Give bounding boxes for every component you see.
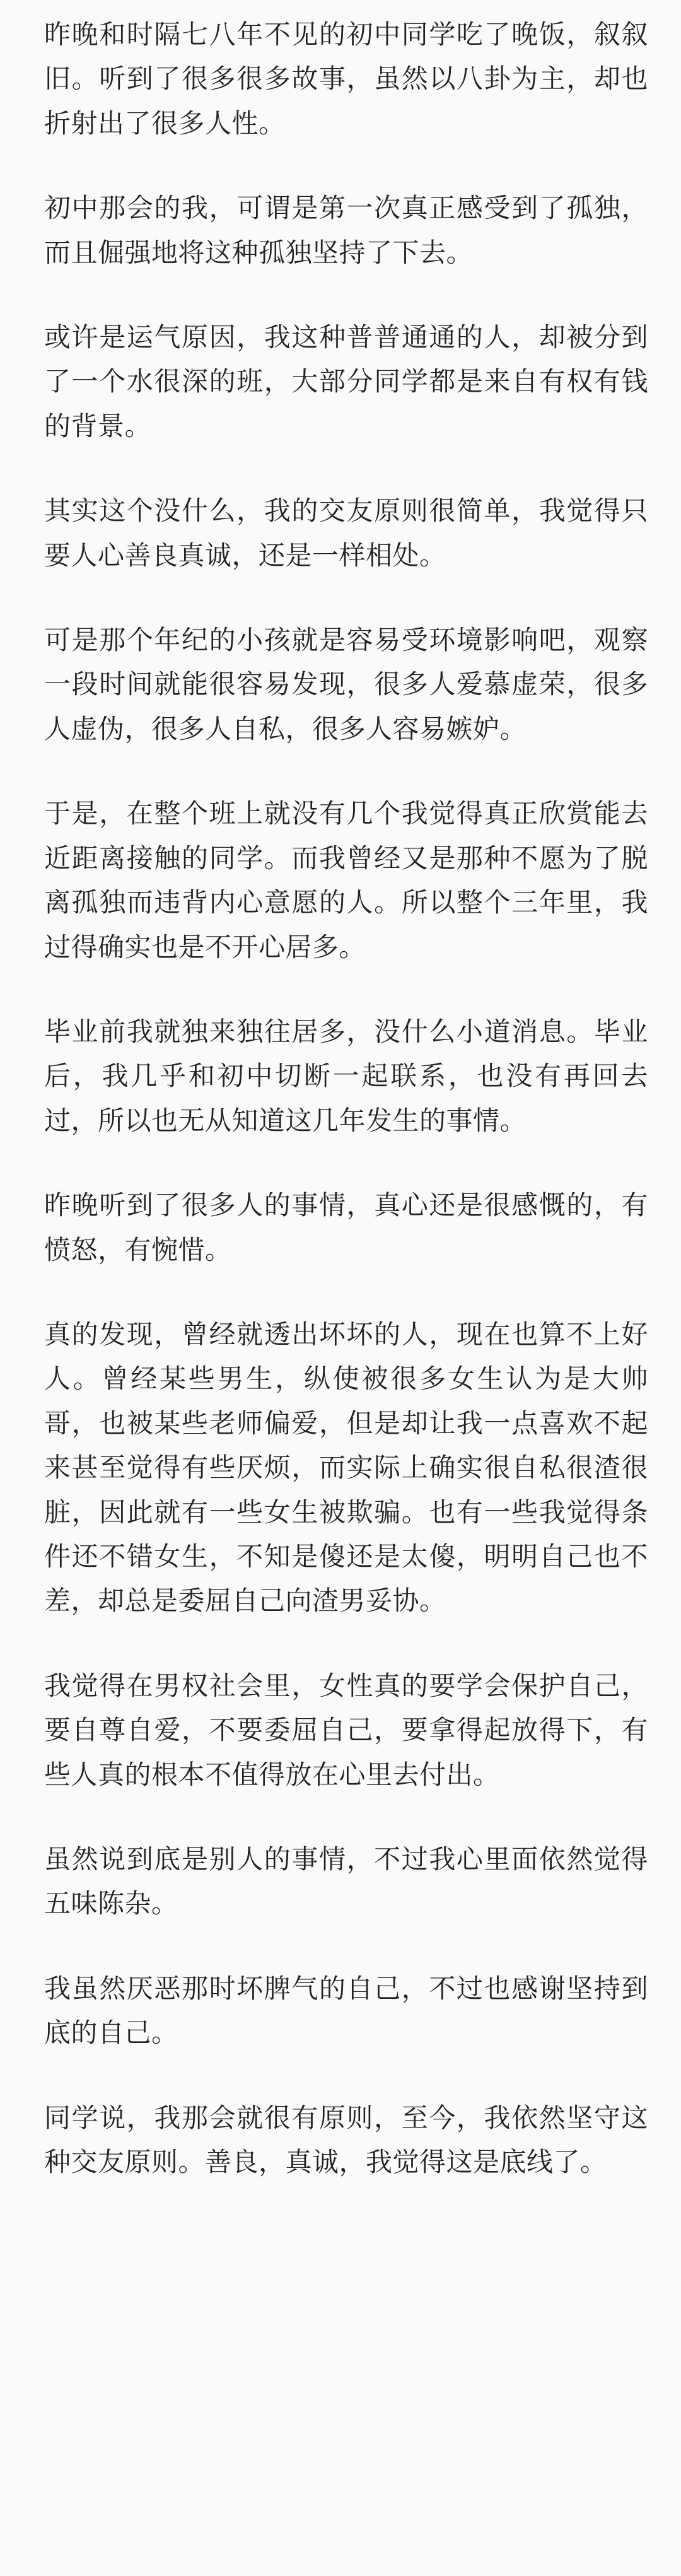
- paragraph-4: 其实这个没什么，我的交友原则很简单，我觉得只要人心善良真诚，还是一样相处。: [44, 495, 648, 571]
- paragraph-9: 真的发现，曾经就透出坏坏的人，现在也算不上好人。曾经某些男生，纵使被很多女生认为是大帅哥，也被某些老师偏爱，但是却让我一点喜欢不起来甚至觉得有些厌烦，而实际上确实很自私很渣很脏，因此就有一些女生被欺骗。也有一些我觉得条件还不错女生，不知是傻还是太傻，明明自己也不差，却总是委屈自己向渣男妥协。: [44, 1318, 648, 1617]
- paragraph-12: 我虽然厌恶那时坏脾气的自己，不过也感谢坚持到底的自己。: [44, 1972, 648, 2049]
- paragraph-6: 于是，在整个班上就没有几个我觉得真正欣赏能去近距离接触的同学。而我曾经又是那种不愿为了脱离孤独而违背内心意愿的人。所以整个三年里，我过得确实也是不开心居多。: [44, 798, 648, 963]
- paragraph-2: 初中那会的我，可谓是第一次真正感受到了孤独，而且倔强地将这种孤独坚持了下去。: [44, 192, 648, 268]
- paragraph-1: 昨晚和时隔七八年不见的初中同学吃了晚饭，叙叙旧。听到了很多很多故事，虽然以八卦为主，却也折射出了很多人性。: [44, 19, 648, 139]
- paragraph-3: 或许是运气原因，我这种普普通通的人，却被分到了一个水很深的班，大部分同学都是来自有权有钱的背景。: [44, 322, 648, 442]
- article-body: [44, 13, 648, 2184]
- paragraph-7: 毕业前我就独来独往居多，没什么小道消息。毕业后，我几乎和初中切断一起联系，也没有再回去过，所以也无从知道这几年发生的事情。: [44, 1016, 648, 1136]
- paragraph-10: 我觉得在男权社会里，女性真的要学会保护自己，要自尊自爱，不要委屈自己，要拿得起放得下，有些人真的根本不值得放在心里去付出。: [44, 1670, 648, 1790]
- paragraph-11: 虽然说到底是别人的事情，不过我心里面依然觉得五味陈杂。: [44, 1844, 648, 1919]
- paragraph-13: 同学说，我那会就很有原则，至今，我依然坚守这种交友原则。善良，真诚，我觉得这是底线了。: [44, 2102, 648, 2178]
- paragraph-8: 昨晚听到了很多人的事情，真心还是很感慨的，有愤怒，有惋惜。: [44, 1190, 648, 1265]
- paragraph-5: 可是那个年纪的小孩就是容易受环境影响吧，观察一段时间就能很容易发现，很多人爱慕虚荣，很多人虚伪，很多人自私，很多人容易嫉妒。: [44, 624, 648, 744]
